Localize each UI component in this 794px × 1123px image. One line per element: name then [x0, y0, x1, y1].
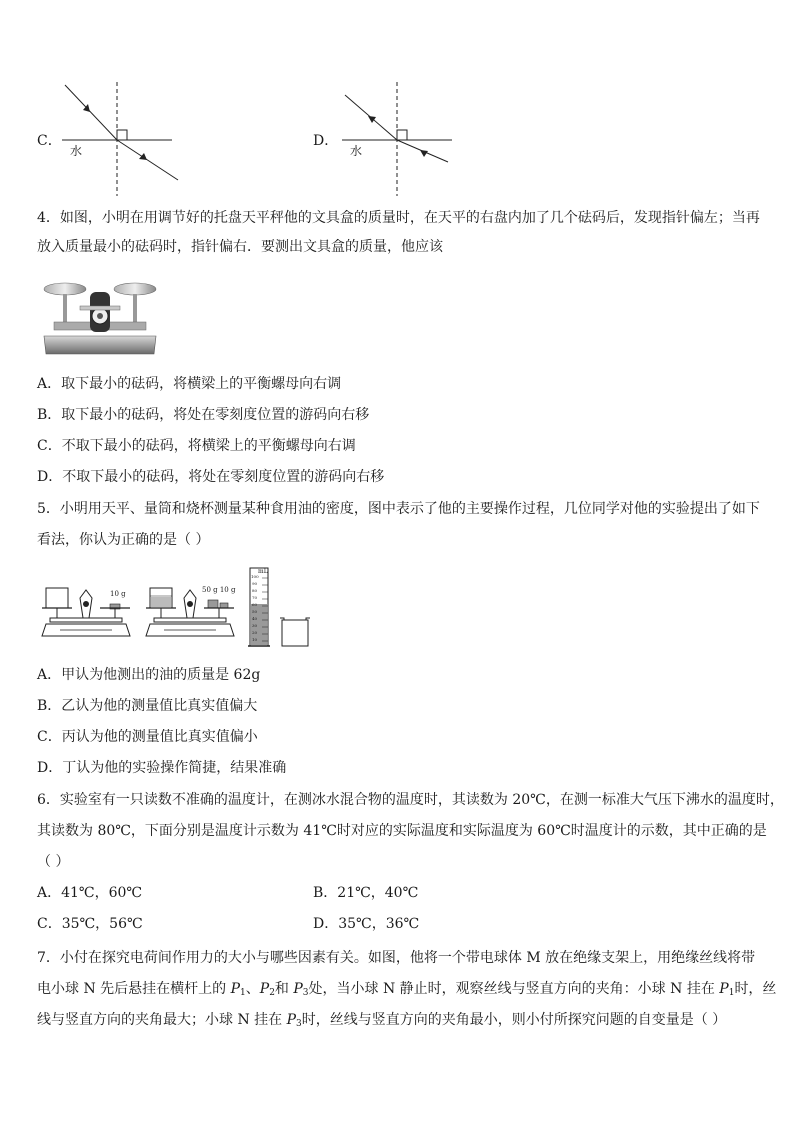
q4-stem-line2: 放入质量最小的砝码时，指针偏右．要测出文具盒的质量，他应该 — [37, 239, 443, 255]
q5-option-a: A．甲认为他测出的油的质量是 62g — [37, 667, 261, 683]
q6-option-a: A．41℃，60℃ — [37, 885, 143, 901]
cylinder-tick: 40 — [252, 616, 258, 621]
water-label: 水 — [350, 144, 363, 158]
empty-beaker — [278, 616, 312, 648]
q6-stem-line2: 其读数为 80℃，下面分别是温度计示数为 41℃时对应的实际温度和实际温度为 60℃时温度计的示数，其中正确的是 — [37, 823, 767, 839]
cylinder-tick: 20 — [252, 630, 258, 635]
option-c-label: C． — [37, 133, 62, 149]
cylinder-tick: 50 — [252, 609, 258, 614]
water-label: 水 — [70, 144, 83, 158]
q7-stem-line3: 线与竖直方向的夹角最大；小球 N 挂在 $P_3$时，丝线与竖直方向的夹角最小，则小付所探究问题的自变量是（ ） — [37, 1012, 727, 1029]
cylinder-unit: mL — [258, 568, 268, 575]
cylinder-tick: 90 — [252, 581, 258, 586]
weights-label-2: 50 g 10 g — [202, 586, 236, 594]
cylinder-tick: 80 — [252, 588, 258, 593]
q4-option-c: C．不取下最小的砝码，将横梁上的平衡螺母向右调 — [37, 438, 356, 454]
balance-photo — [40, 276, 160, 358]
q4-option-d: D．不取下最小的砝码，将处在零刻度位置的游码向右移 — [37, 469, 385, 485]
q4-stem-line1: 4．如图，小明在用调节好的托盘天平秤他的文具盒的质量时，在天平的右盘内加了几个砝码后，发现指针偏左；当再 — [37, 210, 760, 226]
q4-option-a: A．取下最小的砝码，将横梁上的平衡螺母向右调 — [37, 376, 342, 392]
cylinder-tick: 10 — [252, 637, 258, 642]
q5-option-b: B．乙认为他的测量值比真实值偏大 — [37, 698, 258, 714]
q6-option-d: D．35℃，36℃ — [313, 916, 420, 932]
q6-stem-line3: （ ） — [37, 854, 70, 870]
q5-option-d: D．丁认为他的实验操作简捷，结果准确 — [37, 760, 287, 776]
q6-option-c: C．35℃，56℃ — [37, 916, 143, 932]
option-d-label: D． — [313, 133, 339, 149]
cylinder-tick: 30 — [252, 623, 258, 628]
q4-option-b: B．取下最小的砝码，将处在零刻度位置的游码向右移 — [37, 407, 370, 423]
cylinder-tick: 100 — [251, 574, 259, 579]
q7-stem-line1: 7．小付在探究电荷间作用力的大小与哪些因素有关。如图，他将一个带电球体 M 放在绝缘支架上，用绝缘丝线将带 — [37, 950, 756, 966]
refraction-diagram-d — [340, 80, 470, 198]
q5-option-c: C．丙认为他的测量值比真实值偏小 — [37, 729, 258, 745]
cylinder-tick: 60 — [252, 602, 258, 607]
q7-stem-line2: 电小球 N 先后悬挂在横杆上的 $P_1$、$P_2$和 $P_3$处，当小球 N 静止时，观察丝线与竖直方向的夹角：小球 N 挂在 $P_1$时，丝 — [37, 981, 777, 998]
q5-stem-line1: 5．小明用天平、量筒和烧杯测量某种食用油的密度，图中表示了他的主要操作过程，几位同学对他的实验提出了如下 — [37, 501, 760, 517]
q5-stem-line2: 看法，你认为正确的是（ ） — [37, 532, 210, 548]
refraction-diagram-c — [60, 80, 190, 198]
weights-label-1: 10 g — [110, 590, 126, 598]
q6-stem-line1: 6．实验室有一只读数不准确的温度计，在测冰水混合物的温度时，其读数为 20℃，在测一标准大气压下沸水的温度时， — [37, 792, 784, 808]
cylinder-tick: 70 — [252, 595, 258, 600]
q6-option-b: B．21℃，40℃ — [313, 885, 419, 901]
